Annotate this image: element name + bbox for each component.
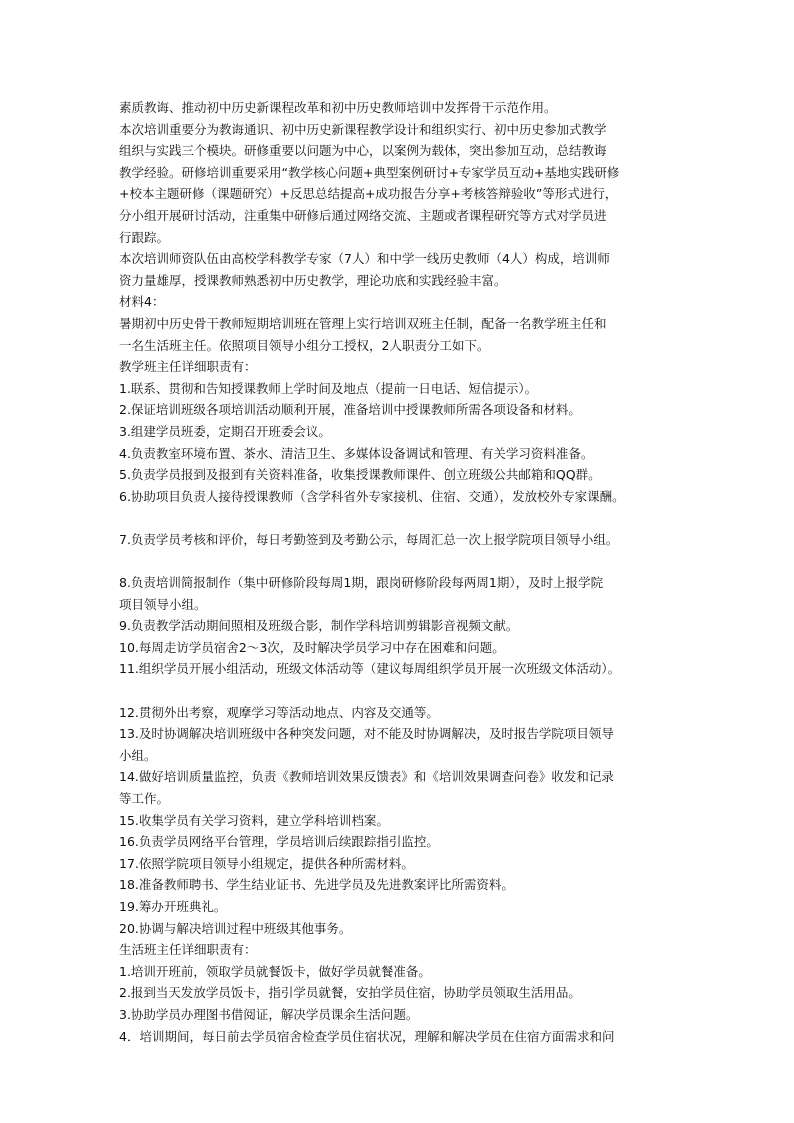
- text-line: 18.准备教师聘书、学生结业证书、先进学员及先进教案评比所需资料。: [119, 877, 514, 893]
- text-line: 素质教诲、推动初中历史新课程改革和初中历史教师培训中发挥骨干示范作用。: [119, 100, 557, 115]
- document-body: [119, 97, 689, 1047]
- text-line: 生活班主任详细职责有：: [119, 942, 257, 958]
- text-line: 4．培训期间，每日前去学员宿舍检查学员住宿状况，理解和解决学员在住宿方面需求和问: [119, 1028, 615, 1044]
- text-line: 8.负责培训简报制作（集中研修阶段每周1期，跟岗研修阶段每两周1期），及时上报学院: [119, 575, 604, 591]
- text-line: 9.负责教学活动期间照相及班级合影，制作学科培训剪辑影音视频文献。: [119, 618, 519, 634]
- text-line: 3.组建学员班委，定期召开班委会议。: [119, 423, 331, 439]
- text-line: 等工作。: [119, 791, 170, 806]
- text-line: 7.负责学员考核和评价，每日考勤签到及考勤公示，每周汇总一次上报学院项目领导小组。: [119, 531, 619, 547]
- text-line: 1.联系、贯彻和告知授课教师上学时间及地点（提前一日电话、短信提示）。: [119, 380, 538, 396]
- text-line: 行跟踪。: [119, 229, 170, 245]
- text-line: 2.报到当天发放学员饭卡，指引学员就餐，安拍学员住宿，协助学员领取生活用品。: [119, 985, 581, 1001]
- text-line: 12.贯彻外出考察，观摩学习等活动地点、内容及交通等。: [119, 704, 439, 720]
- text-line: 暑期初中历史骨干教师短期培训班在管理上实行培训双班主任制，配备一名教学班主任和: [119, 315, 607, 331]
- text-line: +校本主题研修（课题研究）+反思总结提高+成功报告分享+考核答辩验收”等形式进行，: [119, 186, 618, 202]
- text-line: 3.协助学员办理图书借阅证，解决学员课余生活问题。: [119, 1006, 419, 1022]
- text-line: 15.收集学员有关学习资料，建立学科培训档案。: [119, 812, 389, 828]
- text-line: 17.依照学院项目领导小组规定，提供各种所需材料。: [119, 855, 414, 871]
- text-line: 教学班主任详细职责有：: [119, 359, 257, 375]
- text-line: 11.组织学员开展小组活动，班级文体活动等（建议每周组织学员开展一次班级文体活动）。: [119, 661, 621, 677]
- text-line: 4.负责教室环境布置、茶水、清洁卫生、多媒体设备调试和管理、有关学习资料准备。: [119, 445, 594, 461]
- text-line: 教学经验。研修培训重要采用“教学核心问题+典型案例研讨+专家学员互动+基地实践研修: [119, 164, 620, 180]
- text-line: 一名生活班主任。依照项目领导小组分工授权，2人职责分工如下。: [119, 337, 490, 353]
- text-line: 19.筹办开班典礼。: [119, 898, 227, 914]
- text-line: 项目领导小组。: [119, 596, 207, 612]
- text-line: 分小组开展研讨活动，注重集中研修后通过网络交流、主题或者课程研究等方式对学员进: [119, 207, 607, 223]
- text-line: 1.培训开班前，领取学员就餐饭卡，做好学员就餐准备。: [119, 963, 431, 979]
- text-line: [119, 507, 689, 529]
- text-line: 小组。: [119, 747, 157, 763]
- text-line: 组织与实践三个模块。研修重要以问题为中心，以案例为载体，突出参加互动，总结教诲: [119, 143, 607, 159]
- text-line: 2.保证培训班级各项培训活动顺利开展，准备培训中授课教师所需各项设备和材料。: [119, 402, 581, 418]
- text-line: [119, 680, 689, 702]
- text-line: 20.协调与解决培训过程中班级其他事务。: [119, 920, 352, 936]
- text-line: 本次培训重要分为教诲通识、初中历史新课程教学设计和组织实行、初中历史参加式教学: [119, 121, 607, 137]
- text-line: 6.协助项目负责人接待授课教师（含学科省外专家接机、住宿、交通），发放校外专家课酬。: [119, 488, 625, 504]
- text-line: 资力量雄厚，授课教师熟悉初中历史教学，理论功底和实践经验丰富。: [119, 272, 507, 288]
- text-line: 材料4：: [119, 294, 165, 310]
- text-line: 10.每周走访学员宿舍2～3次，及时解决学员学习中存在困难和问题。: [119, 639, 505, 655]
- text-line: 13.及时协调解决培训班级中各种突发问题，对不能及时协调解决，及时报告学院项目领导: [119, 726, 614, 742]
- text-line: 本次培训师资队伍由高校学科教学专家（7人）和中学一线历史教师（4人）构成，培训师: [119, 251, 610, 267]
- text-line: [119, 550, 689, 572]
- text-line: 14.做好培训质量监控，负责《教师培训效果反馈表》和《培训效果调查问卷》收发和记录: [119, 769, 614, 785]
- text-line: 5.负责学员报到及报到有关资料准备，收集授课教师课件、创立班级公共邮箱和QQ群。: [119, 467, 601, 483]
- text-line: 16.负责学员网络平台管理，学员培训后续跟踪指引监控。: [119, 834, 439, 850]
